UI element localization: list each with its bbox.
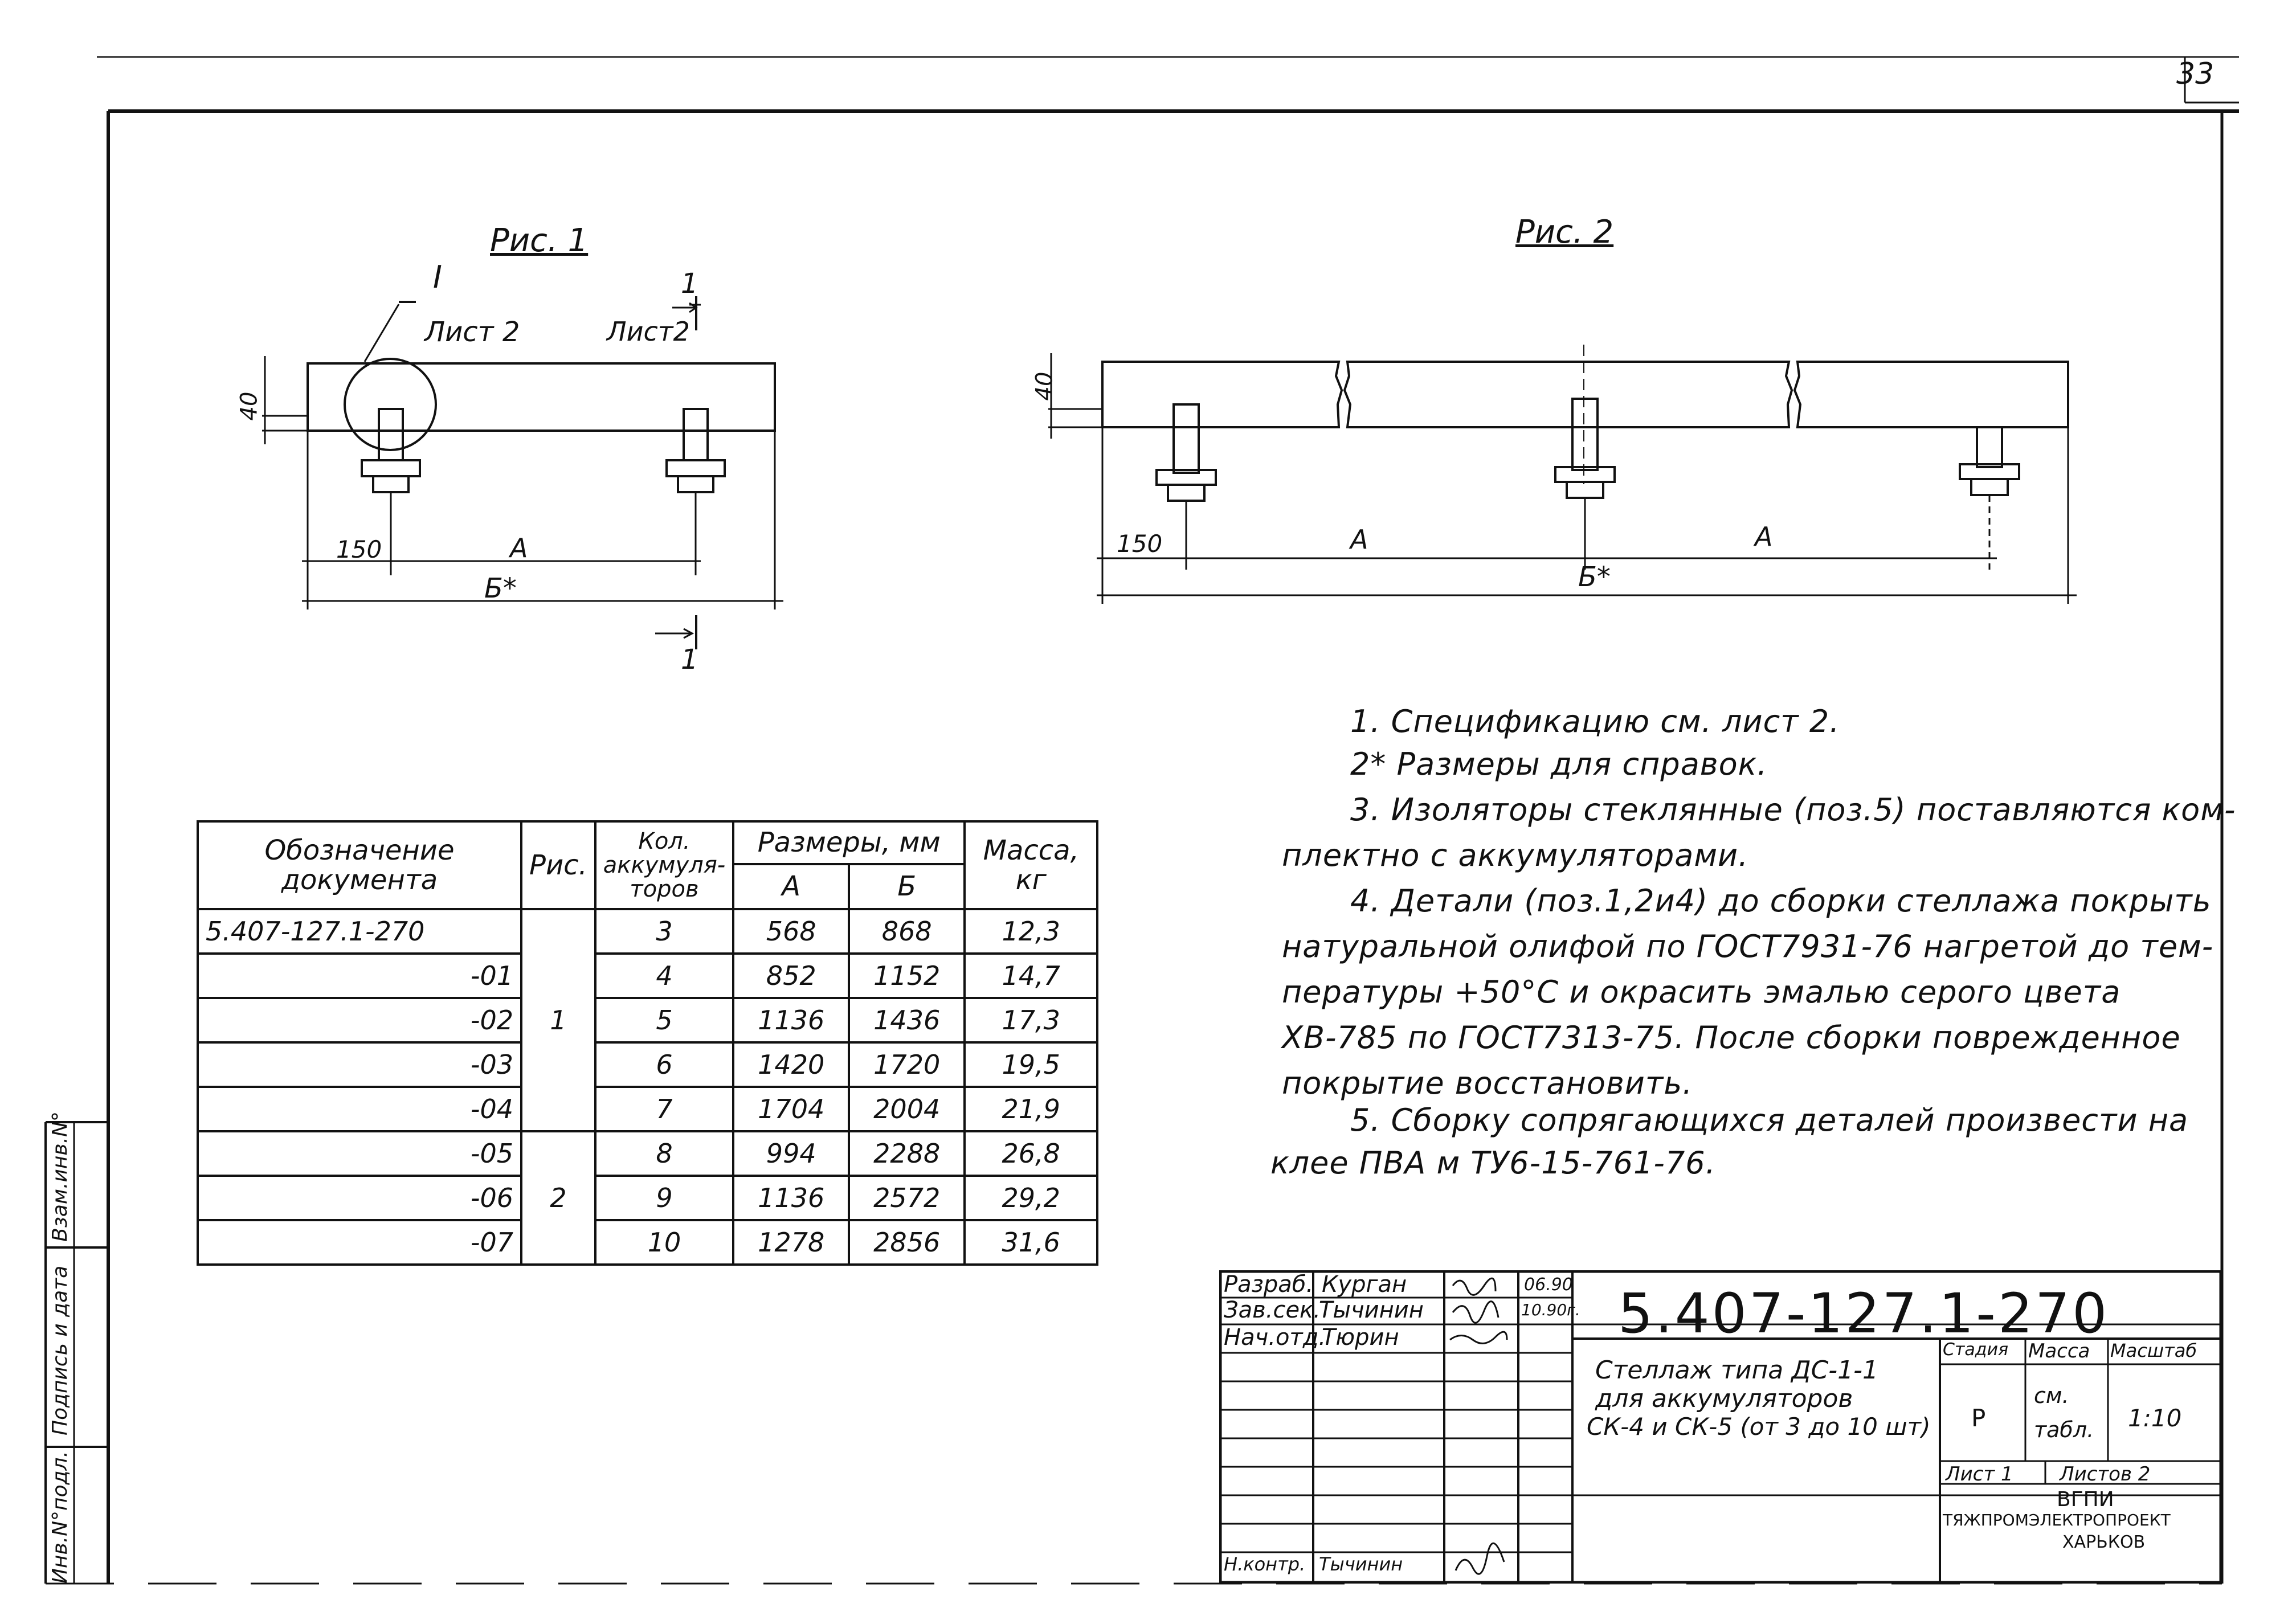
figure1-cut-mark-bottom: 1	[681, 644, 698, 676]
tb-scale: 1:10	[2128, 1404, 2182, 1432]
note-line: ХВ-785 по ГОСТ7313-75. После сборки поврежденное	[1282, 1020, 2181, 1056]
figure1-title: Рис. 1	[490, 222, 589, 259]
cell-designation: -02	[198, 998, 521, 1042]
tb-sheets: Листов 2	[2060, 1463, 2151, 1486]
cell-a: 1278	[733, 1220, 849, 1265]
figure1-drawing	[228, 256, 826, 684]
header-count: Кол. аккумуля-торов	[595, 821, 733, 909]
cell-fig: 1	[521, 909, 595, 1131]
side-stamp-signature: Подпись и дата	[48, 1265, 72, 1435]
table-row	[198, 954, 1097, 998]
tb-mass: см. табл.	[2034, 1383, 2094, 1442]
figure1-dim-a: А	[510, 533, 528, 563]
cell-b: 2004	[849, 1087, 965, 1131]
tb-role: Нач.отд.	[1224, 1324, 1326, 1351]
figure1-section-mark: I	[433, 259, 442, 295]
tb-mass-label: Масса	[2028, 1340, 2090, 1363]
header-designation: Обозначение документа	[198, 821, 521, 909]
cell-mass: 14,7	[965, 954, 1097, 998]
side-stamp-inv: Инв.N°подл.	[48, 1451, 72, 1584]
header-dim-a: А	[733, 864, 849, 909]
cell-mass: 31,6	[965, 1220, 1097, 1265]
cell-count: 4	[595, 954, 733, 998]
figure2-drawing	[1037, 342, 2085, 615]
cell-mass: 12,3	[965, 909, 1097, 954]
tb-org: ХАРЬКОВ	[2062, 1532, 2146, 1552]
table-row	[198, 998, 1097, 1042]
cell-a: 1420	[733, 1042, 849, 1087]
table-row	[198, 1042, 1097, 1087]
note-line: 1. Спецификацию см. лист 2.	[1350, 703, 1840, 739]
tb-title-line: для аккумуляторов	[1595, 1384, 1853, 1413]
cell-mass: 29,2	[965, 1176, 1097, 1220]
cell-mass: 26,8	[965, 1131, 1097, 1176]
table-row	[198, 1087, 1097, 1131]
tb-date: 06.90	[1524, 1275, 1573, 1295]
cell-designation: -01	[198, 954, 521, 998]
tb-name: Курган	[1322, 1271, 1407, 1298]
cell-count: 5	[595, 998, 733, 1042]
cell-a: 1136	[733, 998, 849, 1042]
cell-b: 2288	[849, 1131, 965, 1176]
tb-name: Тюрин	[1322, 1324, 1399, 1351]
tb-stage: Р	[1971, 1404, 1986, 1432]
spec-table	[197, 820, 1098, 1266]
cell-designation: -05	[198, 1131, 521, 1176]
header-dim-b: Б	[849, 864, 965, 909]
table-row	[198, 1220, 1097, 1265]
tb-stage-label: Стадия	[1943, 1340, 2009, 1360]
tb-role: Зав.сек.	[1224, 1297, 1321, 1323]
tb-title-line: СК-4 и СК-5 (от 3 до 10 шт)	[1587, 1413, 1931, 1441]
cell-mass: 19,5	[965, 1042, 1097, 1087]
tb-name: Тычинин	[1319, 1297, 1424, 1323]
figure2-dim-150: 150	[1117, 530, 1163, 558]
cell-b: 868	[849, 909, 965, 954]
figure2-dim-a2: А	[1755, 521, 1773, 552]
tb-org: ТЯЖПРОМЭЛЕКТРОПРОЕКТ	[1943, 1511, 2171, 1529]
cell-designation: -07	[198, 1220, 521, 1265]
cell-designation: -03	[198, 1042, 521, 1087]
note-line: 4. Детали (поз.1,2и4) до сборки стеллажа покрыть	[1350, 883, 2212, 919]
tb-role: Разраб.	[1224, 1271, 1314, 1298]
figure2-title: Рис. 2	[1515, 214, 1614, 251]
cell-mass: 17,3	[965, 998, 1097, 1042]
note-line: плектно с аккумуляторами.	[1282, 837, 1749, 873]
signature-marks	[1447, 1271, 1521, 1585]
cell-count: 8	[595, 1131, 733, 1176]
note-line: натуральной олифой по ГОСТ7931-76 нагретой до тем-	[1282, 928, 2214, 964]
note-line: клее ПВА м ТУ6-15-761-76.	[1270, 1145, 1716, 1181]
figure2-dim-a1: А	[1350, 524, 1368, 555]
tb-title-line: Стеллаж типа ДС-1-1	[1595, 1356, 1879, 1385]
note-line: покрытие восстановить.	[1282, 1065, 1693, 1101]
cell-count: 7	[595, 1087, 733, 1131]
tb-org: ВГПИ	[2057, 1488, 2114, 1511]
figure1-cut-mark: 1	[681, 268, 698, 300]
table-row	[198, 1131, 1097, 1176]
header-fig: Рис.	[521, 821, 595, 909]
figure1-section-sheet: Лист 2	[424, 316, 520, 348]
page-number: 33	[2176, 57, 2215, 91]
cell-a: 852	[733, 954, 849, 998]
tb-doc-code: 5.407-127.1-270	[1618, 1282, 2110, 1345]
table-row	[198, 909, 1097, 954]
cell-a: 994	[733, 1131, 849, 1176]
cell-designation: 5.407-127.1-270	[198, 909, 521, 954]
figure2-dim-b: Б*	[1578, 561, 1611, 593]
figure2-dim-40: 40	[1031, 371, 1058, 401]
note-line: 3. Изоляторы стеклянные (поз.5) поставляются ком-	[1350, 792, 2236, 828]
note-line: 5. Сборку сопрягающихся деталей произвести на	[1350, 1102, 2189, 1138]
table-row	[198, 1176, 1097, 1220]
cell-mass: 21,9	[965, 1087, 1097, 1131]
cell-count: 10	[595, 1220, 733, 1265]
cell-b: 1152	[849, 954, 965, 998]
cell-designation: -06	[198, 1176, 521, 1220]
cell-a: 1704	[733, 1087, 849, 1131]
note-line: 2* Размеры для справок.	[1350, 746, 1768, 782]
tb-date: 10.90г.	[1521, 1300, 1580, 1319]
side-stamp-replace: Взам.инв.N°	[48, 1111, 72, 1242]
cell-count: 9	[595, 1176, 733, 1220]
cell-a: 568	[733, 909, 849, 954]
cell-b: 1436	[849, 998, 965, 1042]
header-mass: Масса, кг	[965, 821, 1097, 909]
figure1-cut-sheet: Лист2	[607, 316, 690, 347]
cell-count: 3	[595, 909, 733, 954]
cell-designation: -04	[198, 1087, 521, 1131]
figure1-dim-150: 150	[336, 535, 382, 563]
figure1-dim-40: 40	[236, 391, 263, 421]
tb-scale-label: Масштаб	[2110, 1340, 2197, 1361]
cell-b: 2572	[849, 1176, 965, 1220]
tb-role: Н.контр.	[1224, 1553, 1306, 1575]
cell-count: 6	[595, 1042, 733, 1087]
tb-name: Тычинин	[1319, 1553, 1403, 1575]
cell-a: 1136	[733, 1176, 849, 1220]
note-line: пературы +50°С и окрасить эмалью серого цвета	[1282, 974, 2121, 1010]
cell-b: 1720	[849, 1042, 965, 1087]
tb-sheet: Лист 1	[1946, 1463, 2013, 1486]
header-dims: Размеры, мм	[733, 821, 965, 864]
cell-b: 2856	[849, 1220, 965, 1265]
cell-fig: 2	[521, 1131, 595, 1265]
figure1-dim-b: Б*	[484, 572, 517, 604]
